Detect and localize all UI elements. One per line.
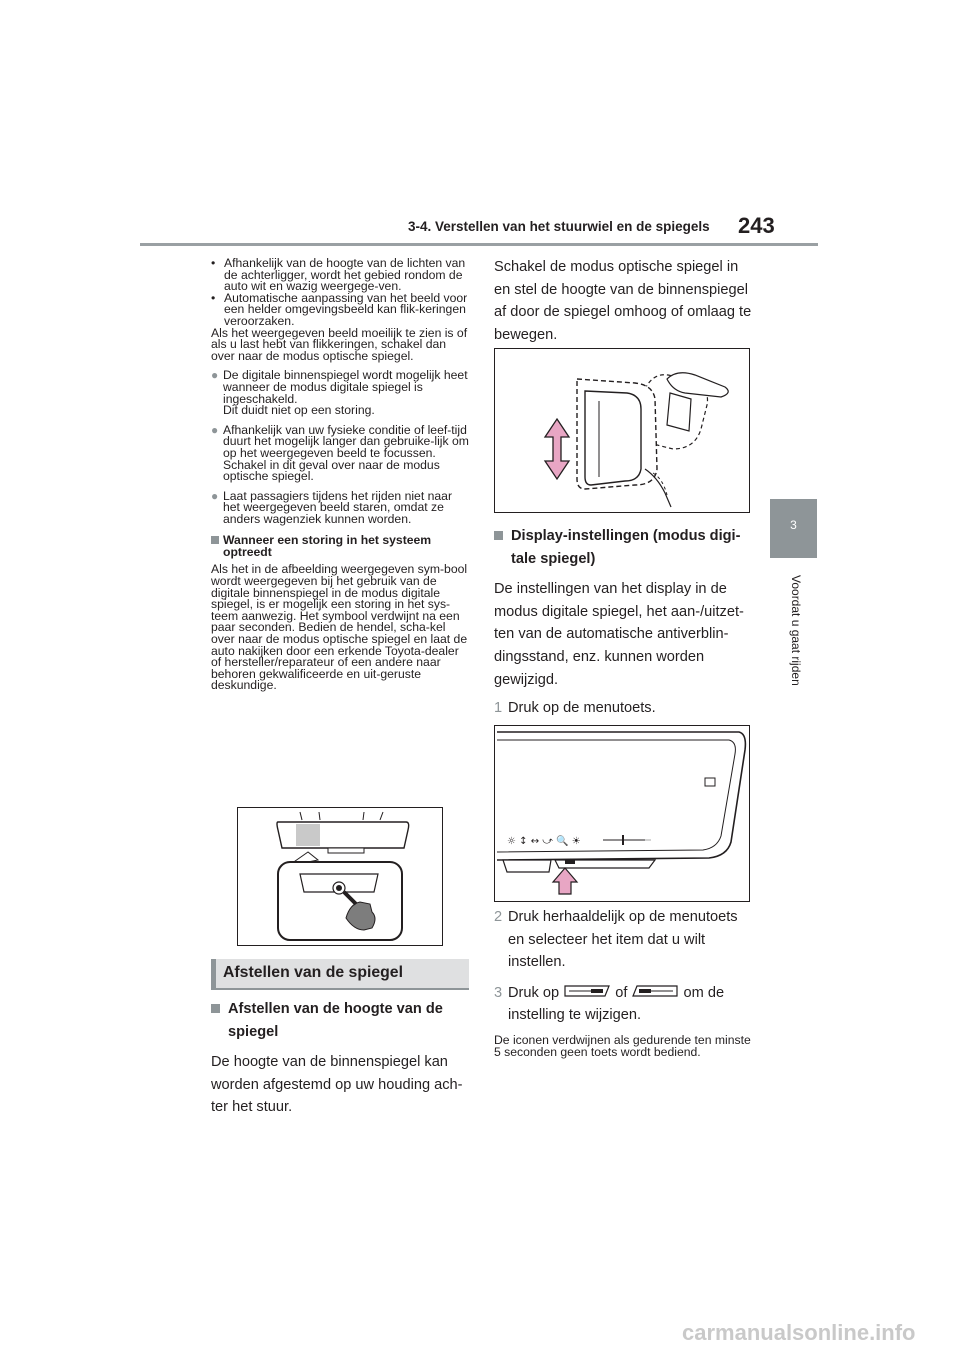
step-3-note: De iconen verdwijnen als gedurende ten minste 5 seconden geen toets wordt bediend. <box>494 1032 751 1059</box>
height-heading: Afstellen van de hoogte van de spiegel <box>211 998 469 1043</box>
square-bullet-icon <box>211 1004 220 1013</box>
display-heading: Display-instellingen (modus digi-tale spiegel) <box>494 525 756 570</box>
height-text: De hoogte van de binnenspiegel kan worden afgestemd op uw houding ach-ter het stuur. <box>211 1054 463 1116</box>
step-2: 2 Druk herhaaldelijk op de menutoets en selecteer het item dat u wilt instellen. <box>494 909 738 971</box>
step-1: 1 Druk op de menutoets. <box>494 700 656 717</box>
bullet-item: ● De digitale binnenspiegel wordt mogelijk heet wanneer de modus digitale spiegel is ingeschakeld. Dit duidt niet op een storing. <box>211 368 468 418</box>
section-banner <box>211 959 469 988</box>
square-bullet-icon <box>211 536 219 544</box>
left-column-text <box>211 258 469 692</box>
mirror-tilt-illustration <box>495 349 749 512</box>
left-button-icon <box>563 984 611 998</box>
bullet-dot-icon: ● <box>211 422 219 437</box>
bullet-dot-icon: ● <box>211 488 219 503</box>
chapter-tab: 3 <box>770 499 817 558</box>
right-intro: Schakel de modus optische spiegel in en stel de hoogte van de binnenspiegel af door de spiegel omhoog of omlaag te bewegen. <box>494 259 752 343</box>
square-bullet-icon <box>494 531 503 540</box>
figure-mirror-tilt <box>494 348 750 513</box>
mirror-symbol-illustration <box>238 808 442 945</box>
right-button-icon <box>631 984 679 998</box>
bullet-item: ● Afhankelijk van uw fysieke conditie of leef-tijd duurt het mogelijk langer dan gebruike-lijk om op het weergegeven beeld te focussen. Schakel in dit geval over naar de modus optische spiegel. <box>211 422 469 484</box>
svg-text:☼ ↕ ↔ ⤻ 🔍 ☀: ☼ ↕ ↔ ⤻ 🔍 ☀ <box>507 836 581 847</box>
step-3: 3 Druk op of om de instelling te wijzigen. <box>494 984 725 1024</box>
header-rule <box>140 243 818 246</box>
malfunction-text: Als het in de afbeelding weergegeven sym-bool wordt weergegeven bij het gebruik van de digitale binnenspiegel in de modus digitale spiegel, is er mogelijk een storing in het sys-teem aanwezig. Het symbool verdwijnt na een paar seconden. Bedien de hendel, scha-kel over naar de modus optische spiegel en laat de auto nakijken door een erkende Toyota-dealer of hersteller/reparateur of een andere naar behoren gekwalificeerde en uit-geruste deskundige. <box>211 562 468 693</box>
steps-continued <box>494 906 756 1058</box>
paragraph: Als het weergegeven beeld moeilijk te zien is of als u last hebt van flikkeringen, schakel dan over naar de modus optische spiegel. <box>211 325 468 363</box>
watermark: carmanualsonline.info <box>682 1320 916 1345</box>
page-number: 243 <box>738 213 775 238</box>
mirror-menu-illustration <box>495 726 749 901</box>
section-title: Afstellen van de spiegel <box>223 964 403 981</box>
chapter-title: Voordat u gaat rijden <box>789 575 803 686</box>
figure-malfunction-symbol <box>237 807 443 946</box>
bullet-item: ● Laat passagiers tijdens het rijden niet naar het weergegeven beeld staren, omdat ze anders wagenziek kunnen worden. <box>211 488 452 526</box>
display-text: De instellingen van het display in de modus digitale spiegel, het aan-/uitzet-ten van de automatische antiverblin-dingsstand, enz. kunnen worden gewijzigd. <box>494 581 744 688</box>
figure-menu-icons <box>494 725 750 902</box>
height-section <box>211 998 469 1119</box>
display-section <box>494 525 756 737</box>
dash-item: • Afhankelijk van de hoogte van de lichten van de achterligger, wordt het gebied rondom de auto wit en wazig weergege-ven. <box>211 256 466 294</box>
section-header: 3-4. Verstellen van het stuurwiel en de spiegels <box>408 219 710 234</box>
bullet-dot-icon: ● <box>211 368 219 383</box>
malfunction-heading: Wanneer een storing in het systeem optreedt <box>211 534 469 558</box>
dash-item: • Automatische aanpassing van het beeld voor een helder omgevingsbeeld kan flik-keringen veroorzaken. <box>211 290 468 328</box>
